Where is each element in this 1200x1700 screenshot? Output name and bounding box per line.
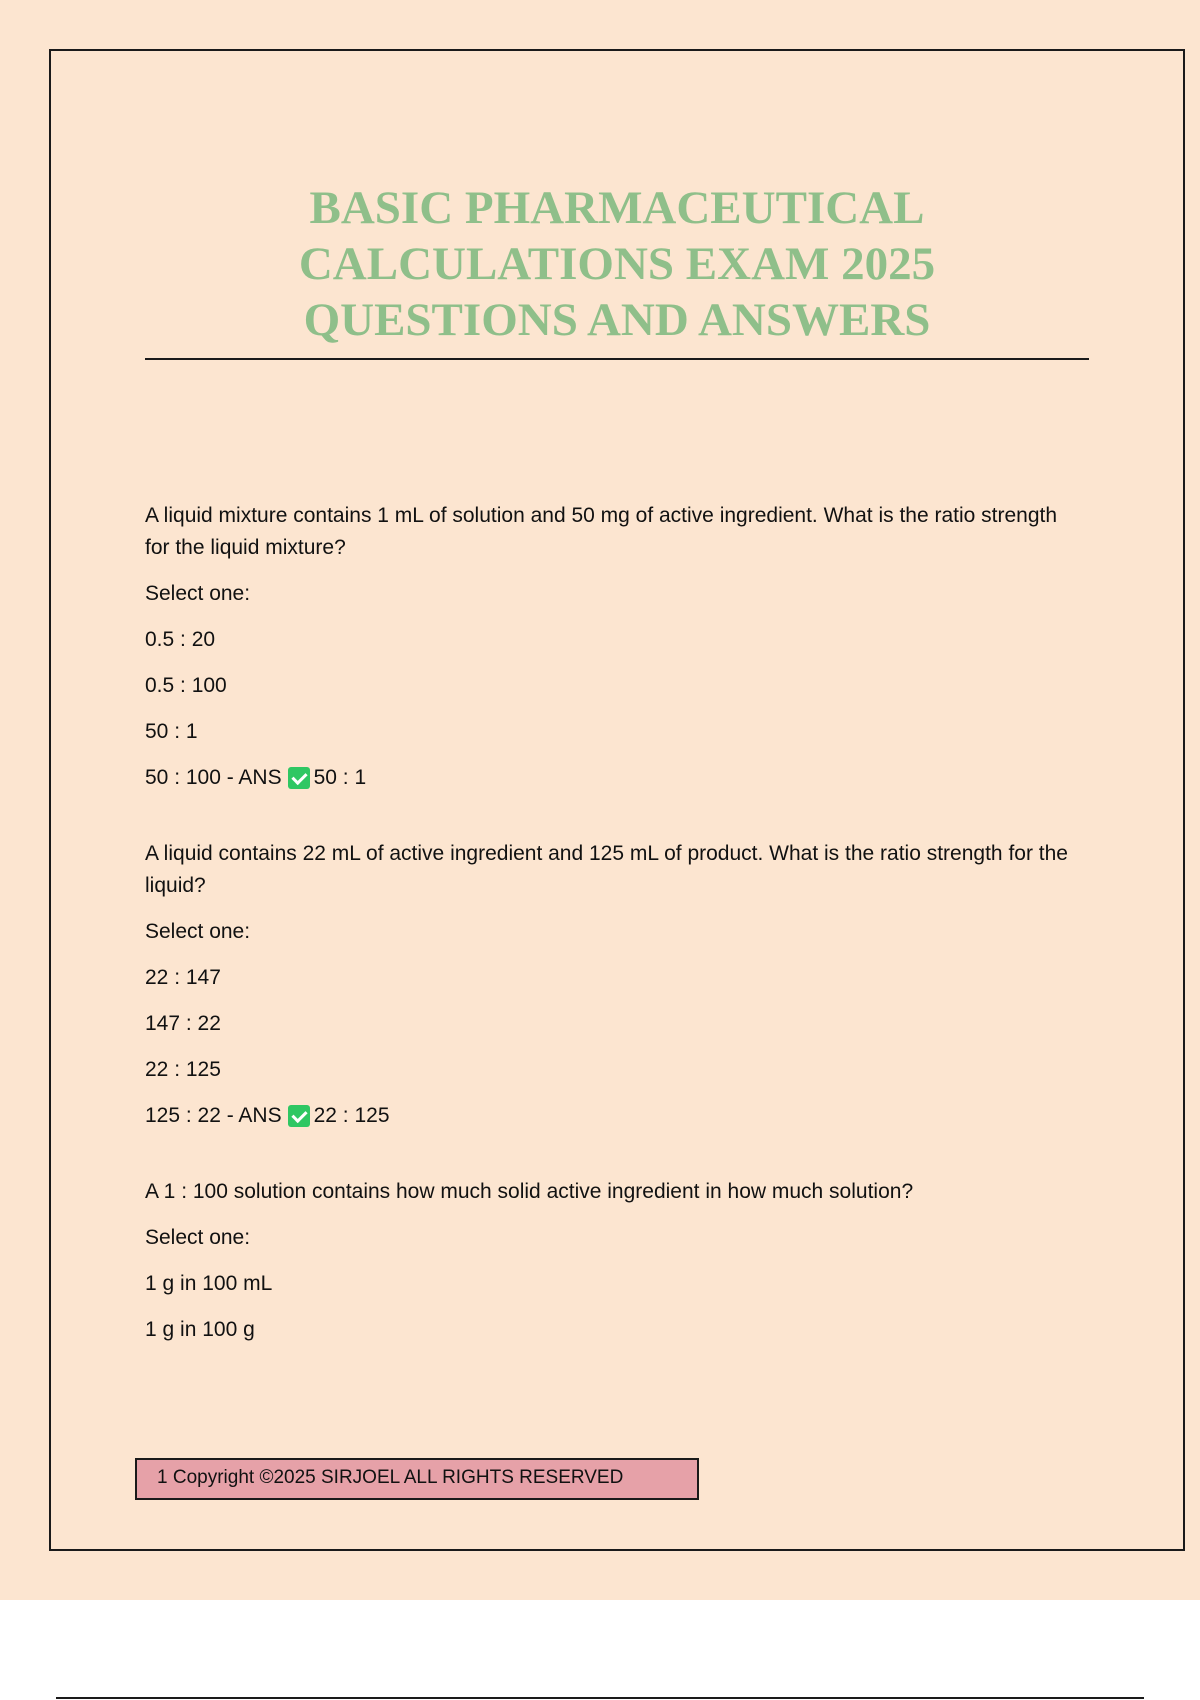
select-instruction: Select one: [145, 1226, 251, 1249]
question-1 [145, 500, 1080, 794]
checkmark-icon [288, 767, 310, 789]
answer-option-with-key [145, 762, 1080, 794]
next-page-divider [56, 1697, 1144, 1699]
correct-answer: 50 : 1 [313, 766, 367, 789]
answer-option: 22 : 147 [145, 966, 221, 989]
copyright-text: 1 Copyright ©2025 SIRJOEL ALL RIGHTS RESERVED [157, 1467, 624, 1488]
correct-answer: 22 : 125 [313, 1104, 390, 1127]
question-3 [145, 1176, 1080, 1346]
answer-option-with-key [145, 1100, 1080, 1132]
question-prompt: A liquid mixture contains 1 mL of solution and 50 mg of active ingredient. What is the ratio strength for the liquid mixture? [145, 504, 1058, 559]
document-title [145, 180, 1089, 348]
title-line: BASIC PHARMACEUTICAL [309, 182, 925, 234]
answer-option: 1 g in 100 mL [145, 1272, 273, 1295]
answer-option: 0.5 : 20 [145, 628, 216, 651]
answer-option: 125 : 22 - ANS [145, 1104, 282, 1127]
select-instruction: Select one: [145, 582, 251, 605]
answer-option: 1 g in 100 g [145, 1318, 255, 1341]
question-prompt: A liquid contains 22 mL of active ingredient and 125 mL of product. What is the ratio strength for the liquid? [145, 842, 1068, 897]
question-2 [145, 838, 1080, 1132]
copyright-footer [135, 1458, 699, 1500]
title-divider [145, 358, 1089, 360]
checkmark-icon [288, 1105, 310, 1127]
answer-option: 0.5 : 100 [145, 674, 227, 697]
questions-section [145, 500, 1080, 1390]
title-line: QUESTIONS AND ANSWERS [303, 294, 931, 346]
select-instruction: Select one: [145, 920, 251, 943]
question-prompt: A 1 : 100 solution contains how much solid active ingredient in how much solution? [145, 1180, 914, 1203]
answer-option: 147 : 22 [145, 1012, 221, 1035]
answer-option: 22 : 125 [145, 1058, 221, 1081]
title-line: CALCULATIONS EXAM 2025 [298, 238, 936, 290]
answer-option: 50 : 1 [145, 720, 198, 743]
answer-option: 50 : 100 - ANS [145, 766, 282, 789]
